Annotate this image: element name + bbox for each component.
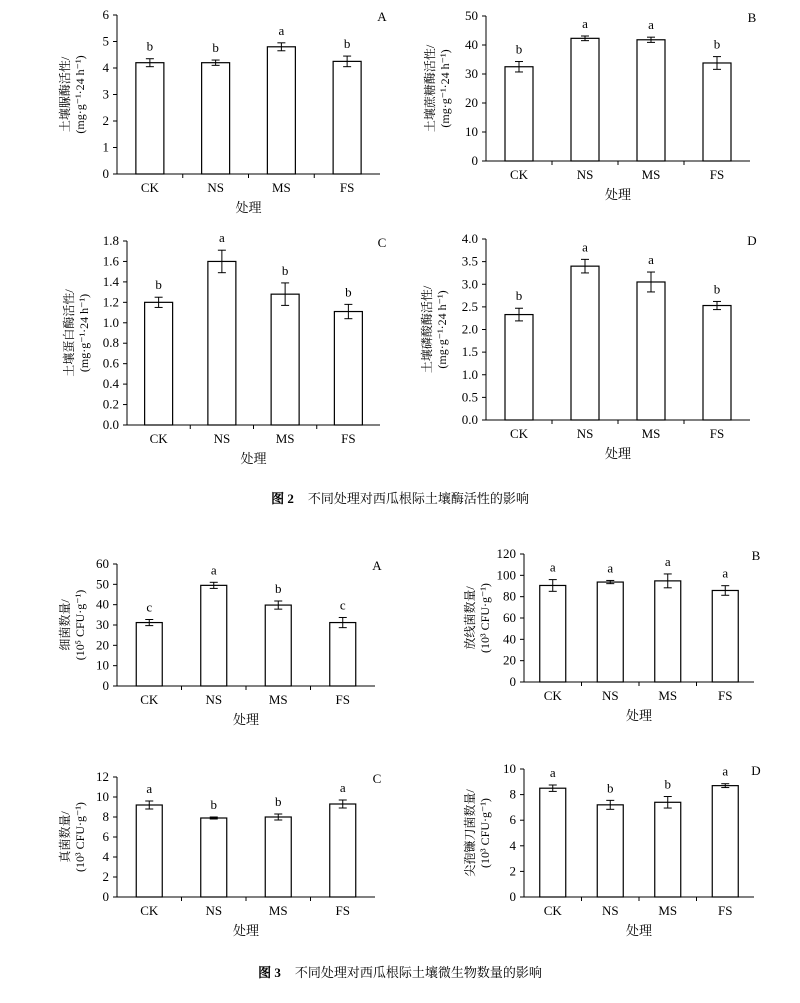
y-tick-label: 4 — [102, 60, 109, 75]
significance-letter: b — [515, 41, 523, 57]
significance-letter: b — [664, 776, 671, 792]
bar — [145, 302, 173, 425]
significance-letter: b — [345, 284, 352, 300]
x-tick-label: NS — [601, 903, 619, 918]
y-tick-label: 0.6 — [102, 355, 119, 371]
bar — [202, 63, 230, 174]
bar — [330, 804, 356, 897]
y-tick-label: 1.4 — [102, 273, 119, 289]
bar — [637, 40, 665, 161]
y-axis-title — [462, 583, 492, 653]
y-tick-label: 4.0 — [461, 231, 478, 246]
y-tick-label: 2.0 — [461, 321, 478, 337]
significance-letter: a — [549, 559, 556, 575]
x-axis-title: 处理 — [235, 200, 262, 215]
significance-letter: a — [722, 763, 729, 779]
y-tick-label: 0.4 — [102, 376, 119, 392]
y-tick-label: 30 — [465, 66, 478, 81]
x-tick-label: CK — [140, 903, 159, 918]
y-tick-label: 1.2 — [102, 294, 119, 310]
y-axis-title — [57, 802, 87, 872]
panel-label: D — [751, 763, 761, 778]
y-tick-label: 1 — [102, 139, 109, 155]
bar — [208, 261, 236, 425]
bar — [655, 581, 681, 682]
y-tick-label: 0.5 — [461, 389, 478, 405]
y-axis-title-name: 真菌数量/ — [58, 811, 72, 863]
x-tick-label: FS — [341, 431, 356, 446]
significance-letter: a — [664, 553, 671, 569]
y-tick-label: 0.0 — [461, 412, 478, 427]
x-axis-title: 处理 — [625, 708, 653, 723]
y-tick-label: 0 — [102, 889, 109, 904]
bar — [505, 315, 533, 420]
significance-letter: a — [210, 562, 217, 578]
y-tick-label: 40 — [96, 596, 109, 612]
figure-3-title: 不同处理对西瓜根际土壤微生物数量的影响 — [294, 966, 542, 981]
x-axis-title: 处理 — [232, 712, 260, 727]
x-axis-title: 处理 — [604, 187, 632, 202]
y-axis-title-unit: (10³ CFU·g⁻¹) — [478, 798, 492, 868]
y-tick-label: 8 — [102, 809, 109, 824]
bar — [267, 47, 295, 174]
y-axis-title — [422, 44, 452, 132]
y-tick-label: 0.2 — [102, 396, 119, 412]
chart-fig3B — [462, 546, 761, 723]
bar — [597, 805, 623, 897]
bar — [703, 306, 731, 420]
x-tick-label: FS — [709, 426, 725, 441]
x-tick-label: CK — [140, 692, 159, 707]
y-tick-label: 1.0 — [102, 314, 119, 330]
bar — [330, 623, 356, 686]
y-tick-label: 5 — [102, 33, 109, 49]
y-tick-label: 10 — [503, 761, 516, 776]
y-axis-title-unit: (10³ CFU·g⁻¹) — [73, 802, 87, 872]
bar — [637, 282, 665, 420]
y-tick-label: 6 — [509, 812, 516, 828]
bar — [271, 294, 299, 425]
y-axis-title-unit: (mg·g⁻¹·24 h⁻¹) — [77, 293, 91, 373]
y-tick-label: 8 — [509, 786, 516, 802]
panel-label: A — [377, 9, 387, 24]
figure-2-label: 图 2 — [271, 491, 294, 506]
y-tick-label: 3.0 — [461, 276, 478, 292]
chart-fig2C — [61, 230, 386, 466]
x-tick-label: MS — [641, 426, 661, 441]
y-tick-label: 20 — [503, 652, 516, 668]
chart-fig2A — [57, 7, 387, 215]
bar — [540, 585, 566, 682]
y-tick-label: 4 — [102, 849, 109, 864]
figure-3-label: 图 3 — [258, 965, 281, 980]
y-tick-label: 80 — [503, 588, 516, 604]
significance-letter: b — [155, 277, 162, 293]
x-tick-label: MS — [641, 167, 661, 182]
x-axis-title: 处理 — [625, 923, 653, 938]
y-axis-title-name: 土壤蛋白酶活性/ — [62, 289, 76, 377]
significance-letter: a — [339, 780, 346, 795]
y-tick-label: 40 — [503, 631, 516, 647]
chart-fig3D — [462, 761, 761, 938]
y-tick-label: 2 — [509, 863, 516, 879]
figure-2-caption — [0, 488, 800, 507]
x-tick-label: CK — [509, 426, 529, 441]
x-axis-title: 处理 — [240, 451, 267, 466]
bar — [597, 582, 623, 682]
significance-letter: b — [146, 38, 154, 54]
y-tick-label: 3.5 — [461, 253, 478, 269]
y-axis-title — [57, 55, 87, 133]
x-tick-label: NS — [207, 180, 224, 195]
y-tick-label: 20 — [465, 95, 478, 110]
bar — [201, 585, 227, 686]
x-tick-label: CK — [543, 903, 562, 918]
panel-label: D — [747, 233, 757, 248]
y-tick-label: 6 — [102, 829, 109, 844]
x-tick-label: MS — [658, 903, 678, 918]
y-tick-label: 50 — [465, 8, 478, 23]
panel-label: B — [747, 10, 757, 25]
y-tick-label: 50 — [96, 576, 109, 592]
x-tick-label: CK — [543, 688, 562, 703]
x-tick-label: MS — [275, 431, 295, 446]
significance-letter: a — [218, 230, 225, 246]
y-tick-label: 120 — [496, 546, 516, 561]
y-axis-title-name: 尖孢镰刀菌数量/ — [463, 789, 477, 877]
bar — [265, 605, 291, 686]
y-tick-label: 1.6 — [102, 253, 119, 269]
significance-letter: a — [549, 765, 556, 780]
x-tick-label: FS — [335, 903, 350, 918]
x-tick-label: NS — [213, 431, 231, 446]
x-tick-label: NS — [576, 167, 594, 182]
bar — [201, 818, 227, 897]
y-tick-label: 0 — [102, 166, 109, 181]
bar — [334, 312, 362, 425]
y-tick-label: 10 — [96, 789, 109, 804]
y-tick-label: 3 — [102, 86, 109, 102]
y-axis-title-unit: (mg·g⁻¹·24 h⁻¹) — [435, 290, 449, 369]
significance-letter: c — [339, 597, 346, 613]
y-tick-label: 1.0 — [461, 366, 478, 382]
bar — [712, 786, 738, 897]
x-tick-label: MS — [268, 692, 288, 707]
chart-fig2D — [419, 231, 757, 461]
x-axis-title: 处理 — [604, 446, 632, 461]
y-axis-title-unit: (10⁵ CFU·g⁻¹) — [73, 589, 87, 661]
y-tick-label: 40 — [465, 37, 478, 52]
y-tick-label: 100 — [496, 567, 516, 583]
x-tick-label: FS — [718, 903, 733, 918]
y-tick-label: 60 — [503, 610, 516, 625]
significance-letter: a — [607, 560, 614, 576]
significance-letter: a — [582, 239, 588, 255]
significance-letter: b — [275, 794, 282, 809]
x-tick-label: NS — [205, 903, 223, 918]
bar — [571, 266, 599, 420]
bar — [136, 805, 162, 897]
x-tick-label: CK — [149, 431, 168, 446]
bar — [571, 38, 599, 161]
x-tick-label: MS — [268, 903, 288, 918]
significance-letter: b — [210, 797, 217, 812]
significance-letter: b — [343, 36, 351, 52]
y-axis-title — [61, 289, 91, 377]
significance-letter: b — [212, 40, 219, 56]
y-tick-label: 0 — [471, 153, 478, 168]
chart-fig3C — [57, 769, 381, 938]
significance-letter: a — [648, 17, 654, 33]
figure-3-caption — [0, 962, 800, 981]
y-tick-label: 60 — [96, 556, 109, 571]
y-axis-title — [462, 789, 492, 877]
y-tick-label: 0 — [509, 674, 516, 689]
significance-letter: b — [275, 581, 282, 597]
x-tick-label: FS — [335, 692, 350, 707]
x-axis-title: 处理 — [232, 923, 260, 938]
panel-label: C — [377, 235, 387, 250]
significance-letter: b — [515, 288, 523, 304]
x-tick-label: MS — [271, 180, 291, 195]
y-tick-label: 1.8 — [102, 233, 119, 248]
y-axis-title — [419, 285, 449, 373]
x-tick-label: NS — [205, 692, 223, 707]
significance-letter: b — [713, 36, 721, 52]
bar — [505, 67, 533, 161]
x-tick-label: CK — [509, 167, 529, 182]
y-axis-title-unit: (mg·g⁻¹·24 h⁻¹) — [438, 49, 452, 128]
y-axis-title-unit: (mg·g⁻¹·24 h⁻¹) — [73, 55, 87, 134]
y-axis-title-name: 细菌数量/ — [58, 599, 72, 651]
y-tick-label: 6 — [102, 7, 109, 22]
significance-letter: b — [281, 262, 289, 278]
significance-letter: a — [582, 16, 588, 32]
bar — [333, 61, 361, 174]
y-tick-label: 10 — [96, 657, 109, 673]
y-axis-title — [57, 590, 87, 660]
bar — [540, 788, 566, 897]
chart-fig2B — [422, 8, 757, 202]
panel-label: C — [372, 771, 382, 786]
x-tick-label: FS — [709, 167, 725, 182]
y-tick-label: 10 — [465, 124, 478, 139]
x-tick-label: CK — [140, 180, 159, 195]
y-axis-title-name: 土壤脲酶活性/ — [58, 56, 72, 133]
y-axis-title-name: 土壤磷酸酶活性/ — [420, 285, 434, 374]
significance-letter: b — [607, 780, 614, 796]
y-tick-label: 0 — [509, 889, 516, 904]
y-axis-title-name: 土壤蔗糖酶活性/ — [423, 44, 437, 133]
panel-label: A — [372, 558, 382, 573]
x-tick-label: NS — [576, 426, 594, 441]
y-axis-title-unit: (10³ CFU·g⁻¹) — [478, 583, 492, 653]
bar — [655, 802, 681, 897]
x-tick-label: FS — [339, 180, 355, 195]
significance-letter: c — [146, 599, 153, 615]
bar — [136, 623, 162, 686]
y-axis-title-name: 放线菌数量/ — [463, 586, 477, 650]
bar — [712, 590, 738, 682]
y-tick-label: 2.5 — [461, 298, 478, 314]
significance-letter: a — [722, 565, 729, 581]
bar — [265, 817, 291, 897]
x-tick-label: NS — [601, 688, 619, 703]
significance-letter: b — [713, 281, 721, 297]
y-tick-label: 0.8 — [102, 335, 119, 351]
y-tick-label: 4 — [509, 837, 516, 853]
panel-label: B — [751, 548, 761, 563]
bar — [703, 63, 731, 161]
y-tick-label: 0 — [102, 678, 109, 693]
chart-fig3A — [57, 556, 382, 727]
y-tick-label: 20 — [96, 637, 109, 653]
significance-letter: a — [648, 252, 654, 268]
x-tick-label: MS — [658, 688, 678, 703]
y-tick-label: 12 — [96, 769, 109, 784]
y-tick-label: 2 — [102, 113, 109, 128]
y-tick-label: 30 — [96, 617, 109, 632]
significance-letter: a — [278, 22, 285, 38]
x-tick-label: FS — [718, 688, 733, 703]
y-tick-label: 0.0 — [102, 417, 119, 432]
y-tick-label: 2 — [102, 869, 109, 884]
y-tick-label: 1.5 — [461, 344, 478, 360]
bar — [136, 63, 164, 174]
significance-letter: a — [146, 781, 153, 796]
figure-2-title: 不同处理对西瓜根际土壤酶活性的影响 — [307, 492, 529, 507]
